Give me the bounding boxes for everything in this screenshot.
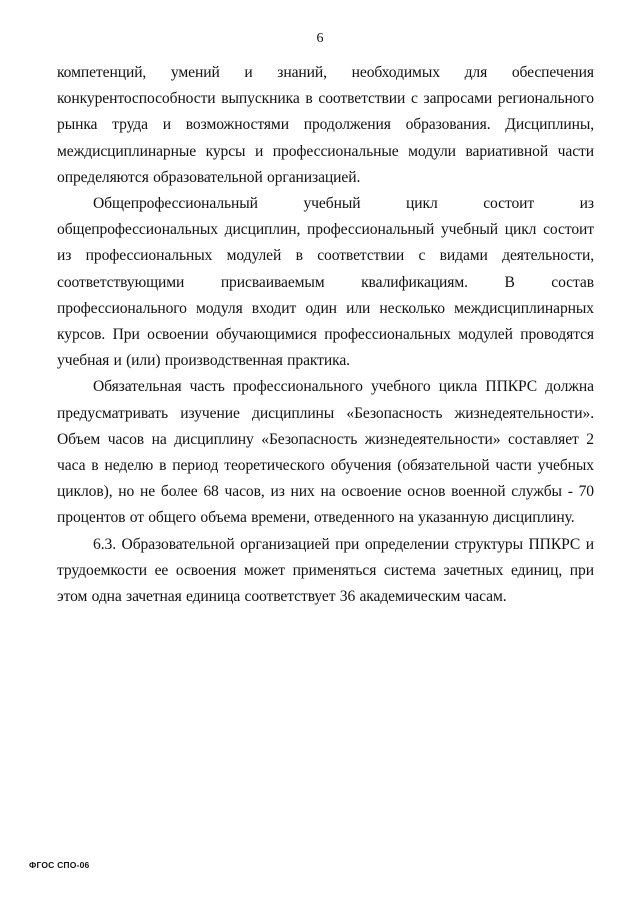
document-footer-code: ФГОС СПО-06 xyxy=(29,860,90,870)
paragraph-professional-cycle: Общепрофессиональный учебный цикл состоит из общепрофессиональных дисциплин, профессиональный учебный цикл состоит из профессиональных модулей в соответствии с видами деятельности, соответствующими присваиваемым квалификациям. В состав профессионального модуля входит один или несколько междисциплинарных курсов. При освоении обучающимися профессиональных модулей проводятся учебная и (или) производственная практика. xyxy=(57,195,594,370)
document-body xyxy=(57,60,594,610)
paragraph-life-safety: Обязательная часть профессионального учебного цикла ППКРС должна предусматривать изучение дисциплины «Безопасность жизнедеятельности». Объем часов на дисциплину «Безопасность жизнедеятельности» составляет 2 часа в неделю в период теоретического обучения (обязательной части учебных циклов), но не более 68 часов, из них на освоение основ военной службы - 70 процентов от общего объема времени, отведенного на указанную дисциплину. xyxy=(57,378,594,527)
paragraph-competencies: компетенций, умений и знаний, необходимых для обеспечения конкурентоспособности выпускника в соответствии с запросами регионального рынка труда и возможностями продолжения образования. Дисциплины, междисциплинарные курсы и профессиональные модули вариативной части определяются образовательной организацией. xyxy=(57,64,594,186)
paragraph-credit-units: 6.3. Образовательной организацией при определении структуры ППКРС и трудоемкости ее освоения может применяться система зачетных единиц, при этом одна зачетная единица соответствует 36 академическим часам. xyxy=(57,535,594,606)
page-number: 6 xyxy=(316,31,324,46)
